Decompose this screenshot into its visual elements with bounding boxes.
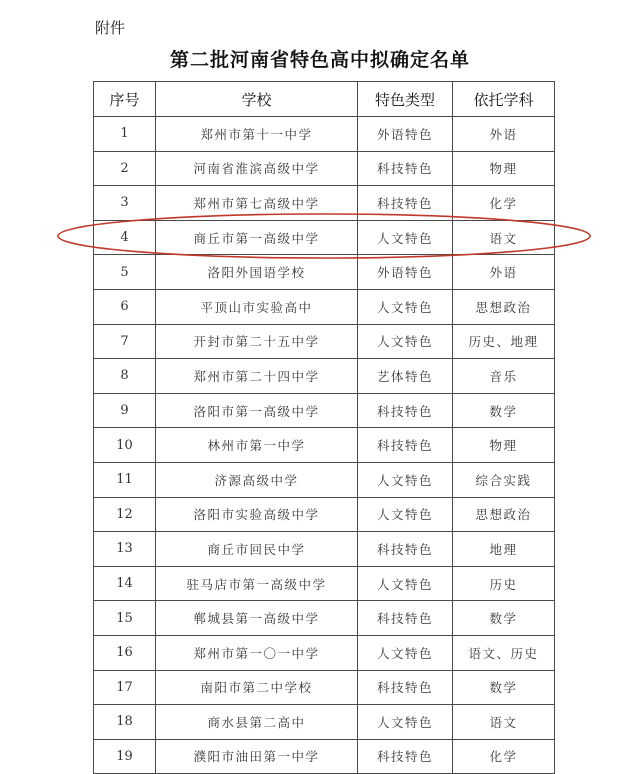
document-title: 第二批河南省特色高中拟确定名单 <box>169 49 470 71</box>
cell-school: 洛阳外国语学校 <box>156 255 358 290</box>
cell-subject: 思想政治 <box>453 289 555 324</box>
cell-index: 12 <box>94 497 156 532</box>
cell-school: 郸城县第一高级中学 <box>156 601 358 636</box>
table-row <box>94 186 555 221</box>
table-row <box>94 151 555 186</box>
table-row <box>94 289 555 324</box>
table-row <box>94 670 555 705</box>
cell-subject: 外语 <box>453 117 555 152</box>
cell-school: 驻马店市第一高级中学 <box>156 566 358 601</box>
cell-subject: 语文 <box>453 220 555 255</box>
cell-school: 河南省淮滨高级中学 <box>156 151 358 186</box>
table-header-row <box>94 82 555 117</box>
cell-index: 18 <box>94 705 156 740</box>
cell-feature-type: 人文特色 <box>358 220 453 255</box>
table-row <box>94 393 555 428</box>
table-row <box>94 359 555 394</box>
table-row <box>94 117 555 152</box>
cell-feature-type: 外语特色 <box>358 255 453 290</box>
cell-school: 开封市第二十五中学 <box>156 324 358 359</box>
cell-feature-type: 科技特色 <box>358 601 453 636</box>
cell-feature-type: 人文特色 <box>358 635 453 670</box>
cell-school: 商水县第二高中 <box>156 705 358 740</box>
cell-school: 洛阳市实验高级中学 <box>156 497 358 532</box>
cell-school: 林州市第一中学 <box>156 428 358 463</box>
cell-school: 济源高级中学 <box>156 462 358 497</box>
cell-index: 11 <box>94 462 156 497</box>
header-subject: 依托学科 <box>453 82 555 117</box>
cell-school: 濮阳市油田第一中学 <box>156 739 358 774</box>
cell-index: 15 <box>94 601 156 636</box>
cell-school: 郑州市第二十四中学 <box>156 359 358 394</box>
cell-feature-type: 人文特色 <box>358 566 453 601</box>
cell-index: 4 <box>94 220 156 255</box>
table-row <box>94 220 555 255</box>
cell-subject: 物理 <box>453 151 555 186</box>
cell-feature-type: 科技特色 <box>358 670 453 705</box>
cell-school: 平顶山市实验高中 <box>156 289 358 324</box>
cell-subject: 语文 <box>453 705 555 740</box>
table-row <box>94 462 555 497</box>
cell-index: 13 <box>94 532 156 567</box>
cell-index: 17 <box>94 670 156 705</box>
table-row <box>94 739 555 774</box>
cell-subject: 综合实践 <box>453 462 555 497</box>
cell-feature-type: 人文特色 <box>358 462 453 497</box>
table-row <box>94 497 555 532</box>
table-row <box>94 601 555 636</box>
cell-subject: 外语 <box>453 255 555 290</box>
cell-subject: 数学 <box>453 670 555 705</box>
cell-index: 19 <box>94 739 156 774</box>
cell-school: 洛阳市第一高级中学 <box>156 393 358 428</box>
cell-feature-type: 人文特色 <box>358 705 453 740</box>
cell-school: 郑州市第一〇一中学 <box>156 635 358 670</box>
cell-index: 14 <box>94 566 156 601</box>
cell-index: 8 <box>94 359 156 394</box>
cell-feature-type: 外语特色 <box>358 117 453 152</box>
header-feature-type: 特色类型 <box>358 82 453 117</box>
cell-subject: 化学 <box>453 739 555 774</box>
cell-subject: 地理 <box>453 532 555 567</box>
cell-subject: 思想政治 <box>453 497 555 532</box>
cell-subject: 语文、历史 <box>453 635 555 670</box>
cell-feature-type: 科技特色 <box>358 532 453 567</box>
table-row <box>94 428 555 463</box>
cell-school: 郑州市第七高级中学 <box>156 186 358 221</box>
table-row <box>94 255 555 290</box>
attachment-label: 附件 <box>95 19 126 37</box>
cell-feature-type: 科技特色 <box>358 393 453 428</box>
cell-feature-type: 艺体特色 <box>358 359 453 394</box>
cell-feature-type: 科技特色 <box>358 428 453 463</box>
cell-subject: 物理 <box>453 428 555 463</box>
header-index: 序号 <box>94 82 156 117</box>
cell-subject: 数学 <box>453 393 555 428</box>
cell-index: 2 <box>94 151 156 186</box>
table-row <box>94 532 555 567</box>
cell-subject: 历史、地理 <box>453 324 555 359</box>
cell-feature-type: 科技特色 <box>358 186 453 221</box>
cell-feature-type: 科技特色 <box>358 151 453 186</box>
cell-school: 南阳市第二中学校 <box>156 670 358 705</box>
table-body <box>94 117 555 774</box>
cell-feature-type: 人文特色 <box>358 497 453 532</box>
table-row <box>94 635 555 670</box>
cell-subject: 历史 <box>453 566 555 601</box>
cell-feature-type: 人文特色 <box>358 289 453 324</box>
cell-feature-type: 科技特色 <box>358 739 453 774</box>
school-list-table <box>93 81 555 774</box>
cell-index: 7 <box>94 324 156 359</box>
cell-index: 9 <box>94 393 156 428</box>
cell-index: 16 <box>94 635 156 670</box>
cell-index: 10 <box>94 428 156 463</box>
cell-index: 6 <box>94 289 156 324</box>
table-row <box>94 566 555 601</box>
cell-index: 1 <box>94 117 156 152</box>
cell-school: 商丘市第一高级中学 <box>156 220 358 255</box>
header-school: 学校 <box>156 82 358 117</box>
table-row <box>94 705 555 740</box>
cell-school: 商丘市回民中学 <box>156 532 358 567</box>
cell-index: 5 <box>94 255 156 290</box>
cell-school: 郑州市第十一中学 <box>156 117 358 152</box>
table-row <box>94 324 555 359</box>
cell-feature-type: 人文特色 <box>358 324 453 359</box>
cell-subject: 化学 <box>453 186 555 221</box>
cell-subject: 数学 <box>453 601 555 636</box>
cell-subject: 音乐 <box>453 359 555 394</box>
cell-index: 3 <box>94 186 156 221</box>
